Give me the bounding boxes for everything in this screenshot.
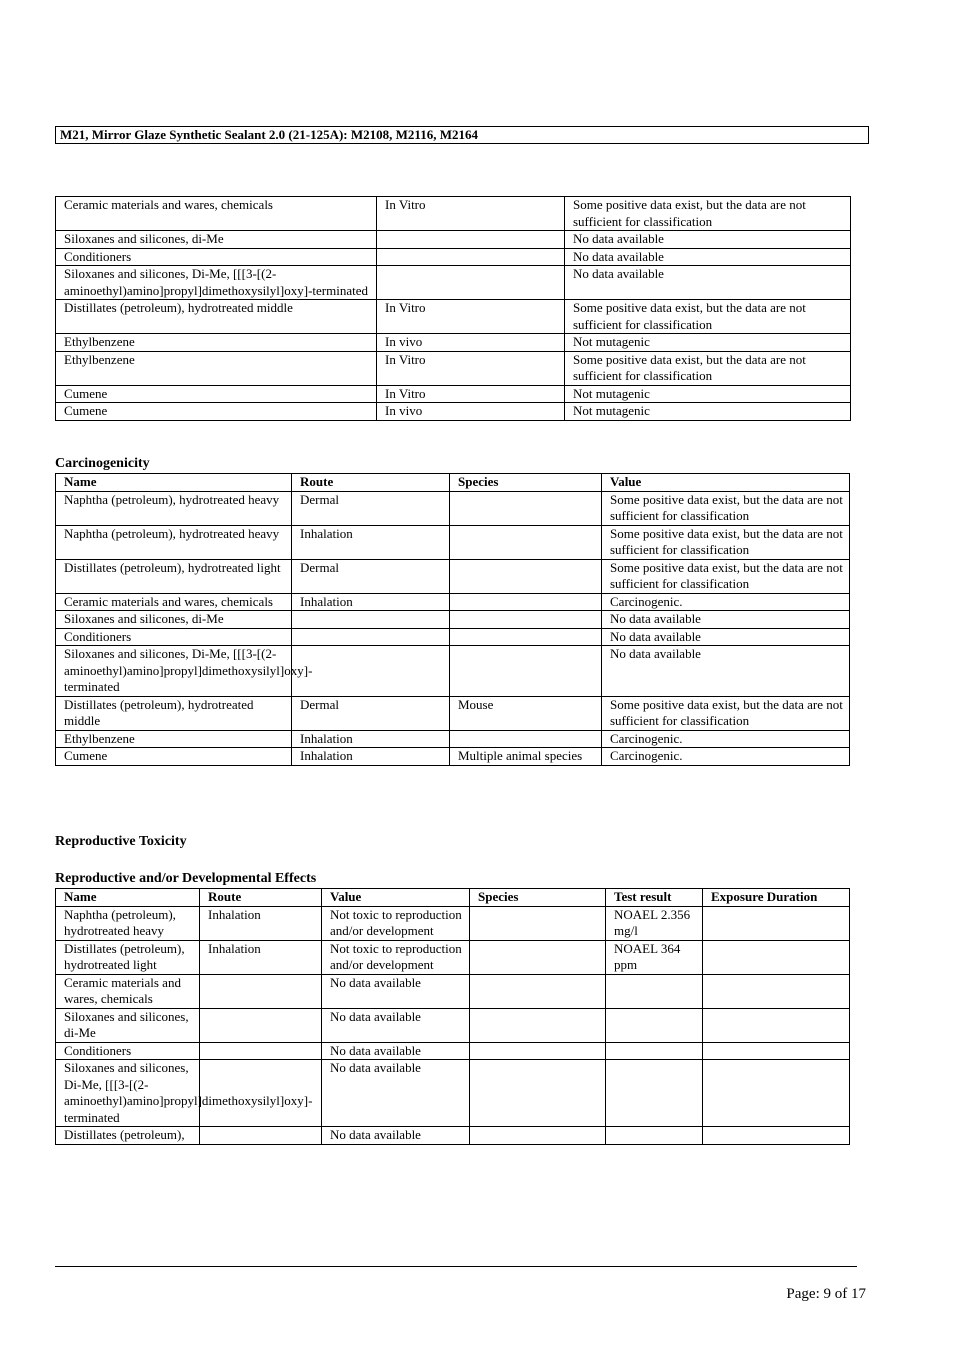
- table-row: [56, 1127, 850, 1145]
- cell-value: No data available: [602, 646, 850, 697]
- cell-route: [200, 1042, 322, 1060]
- cell-value: No data available: [602, 611, 850, 629]
- table-row: [56, 1060, 850, 1127]
- cell-name: Siloxanes and silicones, di-Me: [56, 1008, 200, 1042]
- table-row: [56, 403, 851, 421]
- column-header-route: Route: [200, 889, 322, 907]
- cell-route: Inhalation: [292, 525, 450, 559]
- mutagenicity-table: [55, 196, 851, 421]
- cell-name: Ceramic materials and wares, chemicals: [56, 974, 200, 1008]
- cell-value: Not mutagenic: [565, 385, 851, 403]
- table-row: [56, 906, 850, 940]
- column-header-test-result: Test result: [606, 889, 703, 907]
- table-row: [56, 334, 851, 352]
- table-row: [56, 730, 850, 748]
- cell-value: No data available: [322, 1042, 470, 1060]
- cell-exposure: [703, 1060, 850, 1127]
- cell-name: Naphtha (petroleum), hydrotreated heavy: [56, 525, 292, 559]
- column-header-species: Species: [450, 474, 602, 492]
- table-row: [56, 559, 850, 593]
- cell-test-result: [606, 1008, 703, 1042]
- carcinogenicity-title: Carcinogenicity: [55, 456, 150, 471]
- table-row: [56, 351, 851, 385]
- cell-name: Naphtha (petroleum), hydrotreated heavy: [56, 906, 200, 940]
- cell-route: [292, 628, 450, 646]
- cell-route: [292, 646, 450, 697]
- cell-route: [377, 248, 565, 266]
- cell-name: Distillates (petroleum), hydrotreated light: [56, 940, 200, 974]
- cell-species: [470, 1008, 606, 1042]
- cell-species: Multiple animal species: [450, 748, 602, 766]
- reproductive-toxicity-title: Reproductive Toxicity: [55, 834, 187, 849]
- cell-species: [450, 525, 602, 559]
- reproductive-effects-subtitle: Reproductive and/or Developmental Effects: [55, 871, 317, 886]
- cell-route: In Vitro: [377, 385, 565, 403]
- cell-test-result: [606, 1127, 703, 1145]
- cell-value: No data available: [322, 974, 470, 1008]
- cell-species: [470, 1042, 606, 1060]
- cell-name: Ceramic materials and wares, chemicals: [56, 197, 377, 231]
- cell-value: Not mutagenic: [565, 334, 851, 352]
- cell-route: Dermal: [292, 559, 450, 593]
- carcinogenicity-table: [55, 473, 850, 766]
- cell-value: Carcinogenic.: [602, 748, 850, 766]
- cell-species: [450, 491, 602, 525]
- cell-test-result: [606, 974, 703, 1008]
- cell-route: In vivo: [377, 403, 565, 421]
- table-row: [56, 525, 850, 559]
- cell-route: Inhalation: [292, 593, 450, 611]
- cell-test-result: [606, 1060, 703, 1127]
- cell-value: Some positive data exist, but the data are not sufficient for classification: [602, 525, 850, 559]
- cell-test-result: NOAEL 2.356 mg/l: [606, 906, 703, 940]
- cell-species: [450, 730, 602, 748]
- cell-value: Carcinogenic.: [602, 730, 850, 748]
- cell-species: [450, 628, 602, 646]
- cell-value: No data available: [322, 1127, 470, 1145]
- cell-value: Some positive data exist, but the data are not sufficient for classification: [565, 197, 851, 231]
- table-row: [56, 974, 850, 1008]
- cell-species: [450, 646, 602, 697]
- column-header-name: Name: [56, 889, 200, 907]
- cell-name: Conditioners: [56, 1042, 200, 1060]
- cell-route: Inhalation: [292, 748, 450, 766]
- table-row: [56, 696, 850, 730]
- cell-name: Cumene: [56, 748, 292, 766]
- cell-value: Some positive data exist, but the data are not sufficient for classification: [602, 491, 850, 525]
- cell-name: Siloxanes and silicones, Di-Me, [[[3-[(2-aminoethyl)amino]propyl]dimethoxysilyl]oxy]-terminated: [56, 266, 377, 300]
- cell-value: Some positive data exist, but the data are not sufficient for classification: [565, 300, 851, 334]
- cell-value: No data available: [565, 248, 851, 266]
- cell-exposure: [703, 974, 850, 1008]
- cell-route: In vivo: [377, 334, 565, 352]
- cell-name: Siloxanes and silicones, Di-Me, [[[3-[(2-aminoethyl)amino]propyl]dimethoxysilyl]oxy]-terminated: [56, 646, 292, 697]
- cell-name: Ethylbenzene: [56, 730, 292, 748]
- cell-species: [470, 1060, 606, 1127]
- cell-name: Ceramic materials and wares, chemicals: [56, 593, 292, 611]
- cell-value: No data available: [565, 266, 851, 300]
- cell-route: Inhalation: [200, 940, 322, 974]
- cell-test-result: NOAEL 364 ppm: [606, 940, 703, 974]
- cell-exposure: [703, 1042, 850, 1060]
- cell-value: No data available: [602, 628, 850, 646]
- cell-species: [470, 906, 606, 940]
- cell-value: No data available: [565, 231, 851, 249]
- cell-route: [292, 611, 450, 629]
- cell-value: Some positive data exist, but the data are not sufficient for classification: [602, 559, 850, 593]
- cell-species: [450, 559, 602, 593]
- table-row: [56, 1042, 850, 1060]
- footer-divider: [55, 1266, 857, 1267]
- cell-name: Ethylbenzene: [56, 334, 377, 352]
- table-row: [56, 593, 850, 611]
- cell-exposure: [703, 940, 850, 974]
- cell-species: [450, 593, 602, 611]
- cell-route: In Vitro: [377, 300, 565, 334]
- cell-value: Not toxic to reproduction and/or development: [322, 940, 470, 974]
- table-row: [56, 646, 850, 697]
- cell-name: Naphtha (petroleum), hydrotreated heavy: [56, 491, 292, 525]
- cell-name: Conditioners: [56, 628, 292, 646]
- table-row: [56, 197, 851, 231]
- cell-name: Siloxanes and silicones, di-Me: [56, 611, 292, 629]
- table-row: [56, 491, 850, 525]
- cell-route: [377, 266, 565, 300]
- cell-name: Distillates (petroleum), hydrotreated middle: [56, 696, 292, 730]
- cell-value: Some positive data exist, but the data are not sufficient for classification: [602, 696, 850, 730]
- table-row: [56, 748, 850, 766]
- cell-species: [470, 940, 606, 974]
- cell-name: Siloxanes and silicones, di-Me: [56, 231, 377, 249]
- cell-species: [470, 974, 606, 1008]
- cell-route: [200, 974, 322, 1008]
- column-header-species: Species: [470, 889, 606, 907]
- cell-value: No data available: [322, 1060, 470, 1127]
- cell-route: Dermal: [292, 491, 450, 525]
- cell-name: Distillates (petroleum),: [56, 1127, 200, 1145]
- cell-test-result: [606, 1042, 703, 1060]
- cell-value: Carcinogenic.: [602, 593, 850, 611]
- cell-name: Siloxanes and silicones, Di-Me, [[[3-[(2-aminoethyl)amino]propyl]dimethoxysilyl]oxy]-terminated: [56, 1060, 200, 1127]
- cell-exposure: [703, 1008, 850, 1042]
- cell-route: [377, 231, 565, 249]
- cell-exposure: [703, 1127, 850, 1145]
- table-row: [56, 300, 851, 334]
- cell-name: Cumene: [56, 385, 377, 403]
- column-header-name: Name: [56, 474, 292, 492]
- cell-route: [200, 1008, 322, 1042]
- table-row: [56, 628, 850, 646]
- cell-route: Dermal: [292, 696, 450, 730]
- cell-name: Distillates (petroleum), hydrotreated middle: [56, 300, 377, 334]
- cell-species: [450, 611, 602, 629]
- page-number: Page: 9 of 17: [786, 1286, 866, 1302]
- cell-route: [200, 1127, 322, 1145]
- cell-value: Not toxic to reproduction and/or development: [322, 906, 470, 940]
- cell-name: Conditioners: [56, 248, 377, 266]
- column-header-value: Value: [602, 474, 850, 492]
- column-header-route: Route: [292, 474, 450, 492]
- reproductive-table: [55, 888, 850, 1145]
- table-row: [56, 611, 850, 629]
- document-title: M21, Mirror Glaze Synthetic Sealant 2.0 (21-125A): M2108, M2116, M2164: [55, 126, 869, 144]
- table-row: [56, 1008, 850, 1042]
- table-row: [56, 385, 851, 403]
- table-row: [56, 231, 851, 249]
- cell-value: No data available: [322, 1008, 470, 1042]
- cell-value: Some positive data exist, but the data are not sufficient for classification: [565, 351, 851, 385]
- cell-exposure: [703, 906, 850, 940]
- cell-species: Mouse: [450, 696, 602, 730]
- cell-value: Not mutagenic: [565, 403, 851, 421]
- cell-name: Ethylbenzene: [56, 351, 377, 385]
- cell-route: Inhalation: [200, 906, 322, 940]
- cell-route: In Vitro: [377, 351, 565, 385]
- table-row: [56, 248, 851, 266]
- table-row: [56, 940, 850, 974]
- cell-route: In Vitro: [377, 197, 565, 231]
- column-header-value: Value: [322, 889, 470, 907]
- column-header-exposure-duration: Exposure Duration: [703, 889, 850, 907]
- cell-route: Inhalation: [292, 730, 450, 748]
- cell-name: Distillates (petroleum), hydrotreated light: [56, 559, 292, 593]
- cell-species: [470, 1127, 606, 1145]
- cell-name: Cumene: [56, 403, 377, 421]
- table-row: [56, 266, 851, 300]
